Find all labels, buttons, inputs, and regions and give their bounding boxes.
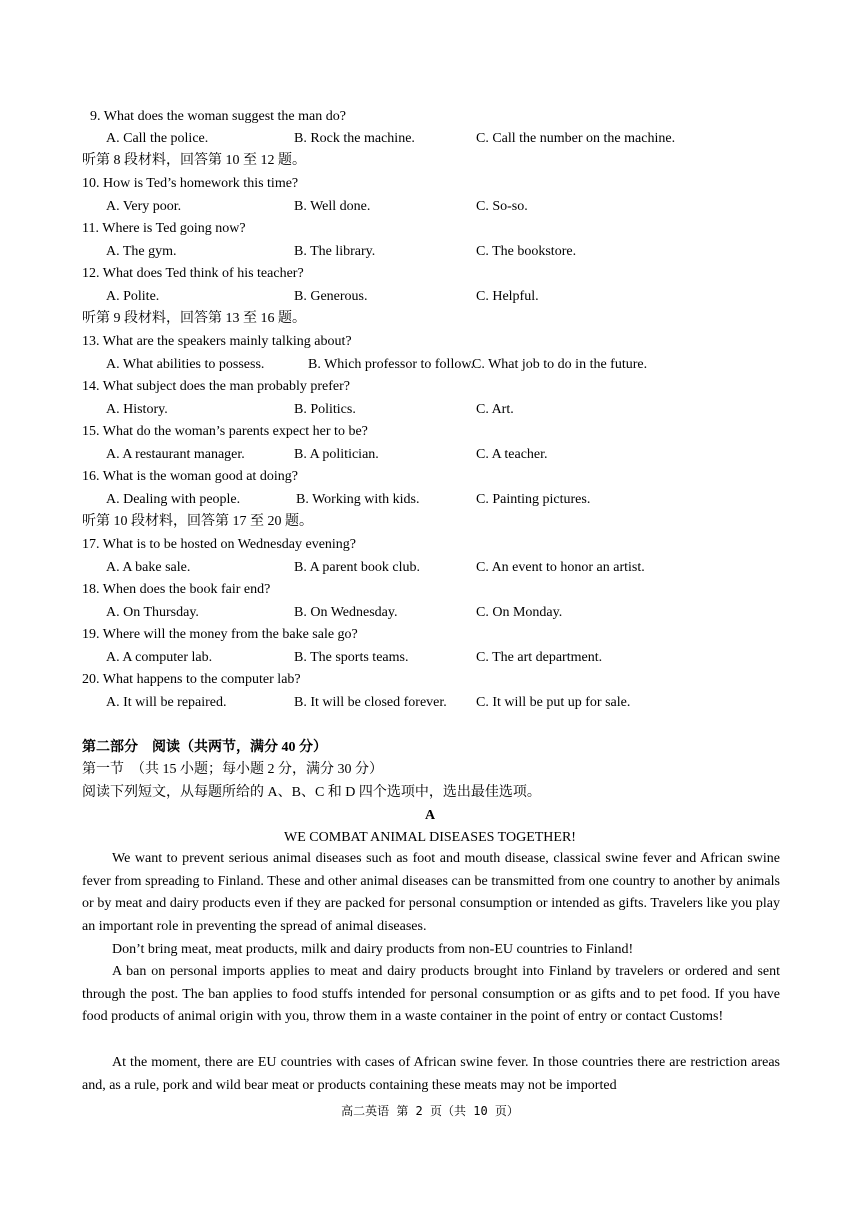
option-a: A. On Thursday.: [106, 605, 199, 620]
option-c: C. A teacher.: [476, 447, 548, 462]
option-b: B. A parent book club.: [294, 560, 420, 575]
page-footer: 高二英语 第 2 页（共 10 页）: [341, 1104, 519, 1118]
passage-paragraph-4: At the moment, there are EU countries with cases of African swine fever. In those countries there are restriction areas and, as a rule, pork and wild bear meat or products containing these meats may not be imported: [82, 1055, 780, 1093]
option-b: B. Working with kids.: [296, 492, 420, 507]
option-c: C. Art.: [476, 402, 514, 417]
option-b: B. Rock the machine.: [294, 131, 415, 146]
option-b: B. On Wednesday.: [294, 605, 398, 620]
option-a: A. What abilities to possess.: [106, 357, 265, 372]
option-c: C. Painting pictures.: [476, 492, 591, 507]
option-b: B. Politics.: [294, 402, 356, 417]
question-16: 16. What is the woman good at doing?: [82, 469, 298, 484]
question-9: 9. What does the woman suggest the man do?: [90, 109, 346, 124]
passage-paragraph-3: A ban on personal imports applies to meat and dairy products brought into Finland by travelers or ordered and sent through the post. The ban applies to food stuffs intended for personal consumption or as gifts and to pet food. If you have food products of animal origin with you, throw them in a waste container in the point of entry or contact Customs!: [82, 964, 780, 1025]
option-c: C. On Monday.: [476, 605, 563, 620]
question-10: 10. How is Ted’s homework this time?: [82, 176, 299, 191]
option-b: B. Generous.: [294, 289, 368, 304]
option-b: B. Well done.: [294, 199, 371, 214]
option-b: B. It will be closed forever.: [294, 695, 447, 710]
option-a: A. A restaurant manager.: [106, 447, 245, 462]
option-a: A. Dealing with people.: [106, 492, 241, 507]
option-c: C. So-so.: [476, 199, 528, 214]
passage-paragraph-2: Don’t bring meat, meat products, milk and dairy products from non-EU countries to Finland!: [112, 942, 634, 957]
question-17: 17. What is to be hosted on Wednesday evening?: [82, 537, 357, 552]
option-b: B. A politician.: [294, 447, 379, 462]
option-b: B. The library.: [294, 244, 376, 259]
question-11: 11. Where is Ted going now?: [82, 221, 246, 236]
question-15: 15. What do the woman’s parents expect her to be?: [82, 424, 368, 439]
part-2-title: 第二部分 阅读（共两节，满分 40 分）: [82, 740, 327, 755]
option-a: A. It will be repaired.: [106, 695, 227, 710]
question-20: 20. What happens to the computer lab?: [82, 672, 301, 687]
option-a: A. Polite.: [106, 289, 160, 304]
option-a: A. Very poor.: [106, 199, 182, 214]
option-c: C. The art department.: [476, 650, 603, 665]
question-14: 14. What subject does the man probably prefer?: [82, 379, 350, 394]
option-b: B. The sports teams.: [294, 650, 409, 665]
option-a: A. A computer lab.: [106, 650, 213, 665]
option-a: A. History.: [106, 402, 168, 417]
option-b: B. Which professor to follow.: [308, 357, 475, 372]
option-c: C. What job to do in the future.: [472, 357, 648, 372]
option-c: C. It will be put up for sale.: [476, 695, 631, 710]
option-c: C. Call the number on the machine.: [476, 131, 676, 146]
option-a: A. A bake sale.: [106, 560, 191, 575]
question-18: 18. When does the book fair end?: [82, 582, 271, 597]
passage-letter: A: [424, 808, 436, 823]
question-13: 13. What are the speakers mainly talking about?: [82, 334, 352, 349]
option-c: C. Helpful.: [476, 289, 539, 304]
instruction-material-9: 听第 9 段材料，回答第 13 至 16 题。: [82, 311, 306, 326]
passage-paragraph-1: We want to prevent serious animal diseases such as foot and mouth disease, classical swine fever and African swine fever from spreading to Finland. These and other animal diseases can be transmitted from one country to another by animals or by meat and dairy products even if they are packed for personal consumption or intended as gifts. Travelers like you play an important role in preventing the spread of animal diseases.: [82, 851, 780, 934]
instruction-material-10: 听第 10 段材料，回答第 17 至 20 题。: [82, 514, 313, 529]
passage-title: WE COMBAT ANIMAL DISEASES TOGETHER!: [284, 830, 576, 845]
question-12: 12. What does Ted think of his teacher?: [82, 266, 304, 281]
section-1-title: 第一节 （共 15 小题；每小题 2 分，满分 30 分）: [82, 762, 383, 777]
option-a: A. The gym.: [106, 244, 177, 259]
option-c: C. The bookstore.: [476, 244, 577, 259]
option-a: A. Call the police.: [106, 131, 209, 146]
option-c: C. An event to honor an artist.: [476, 560, 645, 575]
question-19: 19. Where will the money from the bake sale go?: [82, 627, 358, 642]
instruction-material-8: 听第 8 段材料，回答第 10 至 12 题。: [82, 153, 306, 168]
reading-directions: 阅读下列短文，从每题所给的 A、B、C 和 D 四个选项中，选出最佳选项。: [82, 785, 541, 800]
